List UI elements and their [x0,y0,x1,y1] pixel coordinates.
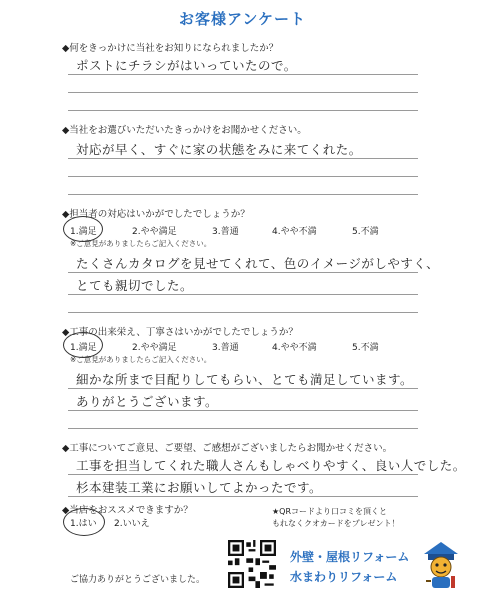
answer-3-line-2: とても親切でした。 [76,278,194,293]
gift-notice [272,506,399,530]
answer-line [68,176,418,177]
option-yes[interactable]: 1.はい [70,519,97,529]
option-dissatisfied[interactable]: 5.不満 [352,227,379,237]
answer-line [68,272,418,273]
answer-line [68,294,418,295]
page-title: お客様アンケート [178,10,307,28]
answer-line [68,92,418,93]
question-6: ◆当店をおススメできますか？ [62,505,193,516]
answer-line [68,158,418,159]
answer-3-line-1: たくさんカタログを見せてくれて、色のイメージがしやすく、 [76,256,440,271]
comment-note-4: ※ご意見がありましたらご記入ください。 [70,355,212,364]
option-satisfied[interactable]: 1.満足 [70,343,97,353]
question-5: ◆工事についてご意見、ご要望、ご感想がございましたらお聞かせください。 [62,443,393,454]
option-satisfied[interactable]: 1.満足 [70,227,97,237]
answer-4-line-2: ありがとうございます。 [76,394,219,409]
answer-4-line-1: 細かな所まで目配りしてもらい、とても満足しています。 [76,372,414,387]
answer-1: ポストにチラシがはいっていたので。 [76,58,297,73]
answer-line [68,312,418,313]
answer-5-line-1: 工事を担当してくれた職人さんもしゃべりやすく、良い人でした。 [76,458,466,473]
answer-line [68,474,418,475]
question-4: ◆工事の出来栄え、丁寧さはいかがでしたでしょうか？ [62,327,298,338]
comment-note-3: ※ご意見がありましたらご記入ください。 [70,239,212,248]
qr-code-icon[interactable] [228,540,276,588]
option-somewhat-satisfied[interactable]: 2.やや満足 [132,343,177,353]
option-somewhat-dissatisfied[interactable]: 4.やや不満 [272,227,317,237]
answer-2: 対応が早く、すぐに家の状態をみに来てくれた。 [76,142,362,157]
gift-line-1: ★QRコードより口コミを頂くと [272,507,388,516]
question-2: ◆当社をお選びいただいたきっかけをお聞かせください。 [62,125,307,136]
gift-line-2: もれなくクオカードをプレゼント！ [272,519,400,528]
option-somewhat-satisfied[interactable]: 2.やや満足 [132,227,177,237]
selection-circle [63,508,105,536]
answer-line [68,110,418,111]
answer-line [68,410,418,411]
answer-line [68,194,418,195]
answer-line [68,428,418,429]
question-3: ◆担当者の対応はいかがでしたでしょうか？ [62,209,250,220]
option-no[interactable]: 2.いいえ [114,519,150,529]
question-1: ◆何をきっかけに当社をお知りになられましたか？ [62,43,279,54]
answer-line [68,388,418,389]
brand-line-2: 水まわりリフォーム [290,570,398,584]
answer-line [68,496,418,497]
option-dissatisfied[interactable]: 5.不満 [352,343,379,353]
answer-line [68,74,418,75]
answer-5-line-2: 杉本建装工業にお願いしてよかったです。 [76,480,323,495]
mascot-icon [418,540,464,590]
thanks-message: ご協力ありがとうございました。 [70,575,206,585]
option-somewhat-dissatisfied[interactable]: 4.やや不満 [272,343,317,353]
option-neutral[interactable]: 3.普通 [212,227,239,237]
brand-line-1: 外壁・屋根リフォーム [290,550,410,564]
option-neutral[interactable]: 3.普通 [212,343,239,353]
